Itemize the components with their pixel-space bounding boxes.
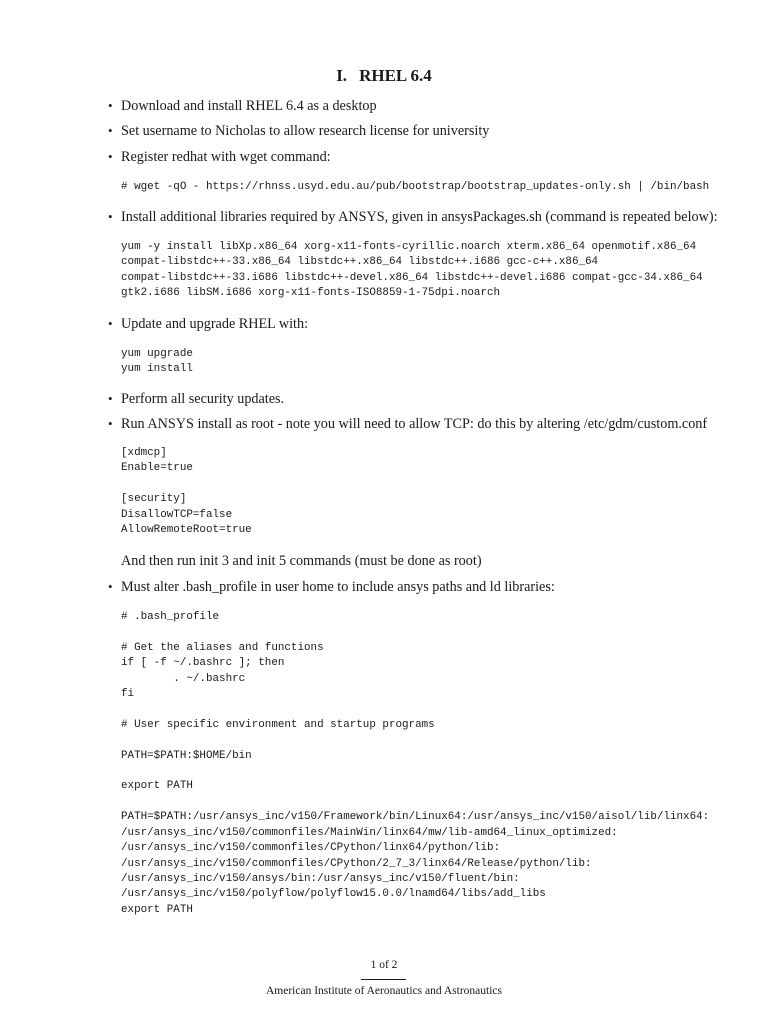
list-item-text: Install additional libraries required by ANSYS, given in ansysPackages.sh (command is repeated below): xyxy=(121,209,718,225)
footer-divider xyxy=(361,979,406,980)
section-number: I. xyxy=(336,66,348,85)
bash-profile-code: # .bash_profile # Get the aliases and functions if [ -f ~/.bashrc ]; then . ~/.bashrc fi # User specific environment and startup programs PATH=$PATH:$HOME/bin export PATH PATH=$PATH:/usr/ansys_inc/v150/Framework/bin/Linux64:/usr/ansys_inc/v150/aisol/lib/linx64: /usr/ansys_inc/v150/commonfiles/MainWin/linx64/mw/lib-amd64_linux_optimized: /usr/ansys_inc/v150/commonfiles/CPython/linx64/python/lib: /usr/ansys_inc/v150/commonfiles/CPython/2_7_3/linx64/Release/python/lib: /usr/ansys_inc/v150/ansys/bin:/usr/ansys_inc/v150/fluent/bin: /usr/ansys_inc/v150/polyflow/polyflow15.0.0/lnamd64/libs/add_libs export PATH xyxy=(121,611,710,916)
bullet-icon: • xyxy=(108,209,113,224)
list-item-text: Perform all security updates. xyxy=(121,391,285,407)
custom-conf-code: [xdmcp] Enable=true [security] DisallowTCP=false AllowRemoteRoot=true xyxy=(121,447,252,537)
bullet-icon: • xyxy=(108,98,113,113)
list-item-text: Download and install RHEL 6.4 as a desktop xyxy=(121,98,377,114)
section-heading xyxy=(0,66,768,86)
page-number: 1 of 2 xyxy=(370,959,398,971)
list-item-text: Must alter .bash_profile in user home to include ansys paths and ld libraries: xyxy=(121,579,555,595)
bullet-icon: • xyxy=(108,416,113,431)
bullet-icon: • xyxy=(108,316,113,331)
list-item-text: Set username to Nicholas to allow research license for university xyxy=(121,123,490,139)
section-title: RHEL 6.4 xyxy=(359,66,432,85)
init-note: And then run init 3 and init 5 commands (must be done as root) xyxy=(121,553,482,569)
list-item-text: Update and upgrade RHEL with: xyxy=(121,316,309,332)
bullet-icon: • xyxy=(108,579,113,594)
footer-organization: American Institute of Aeronautics and Astronautics xyxy=(265,985,502,997)
wget-command-code: # wget -qO - https://rhnss.usyd.edu.au/pub/bootstrap/bootstrap_updates-only.sh | /bin/bash xyxy=(121,181,710,193)
list-item-text: Register redhat with wget command: xyxy=(121,149,331,165)
bullet-icon: • xyxy=(108,391,113,406)
yum-upgrade-code: yum upgrade yum install xyxy=(121,348,193,376)
yum-install-code: yum -y install libXp.x86_64 xorg-x11-fonts-cyrillic.noarch xterm.x86_64 openmotif.x86_64 compat-libstdc++-33.x86_64 libstdc++.x86_64 libstdc++.i686 gcc-c++.x86_64 compat-libstdc++-33.i686 libstdc++-devel.x86_64 libstdc++-devel.i686 compat-gcc-34.x86_64 gtk2.i686 libSM.i686 xorg-x11-fonts-ISO8859-1-75dpi.noarch xyxy=(121,241,703,300)
list-item-text: Run ANSYS install as root - note you will need to allow TCP: do this by altering /etc/gdm/custom.conf xyxy=(121,416,708,432)
bullet-icon: • xyxy=(108,149,113,164)
bullet-icon: • xyxy=(108,123,113,138)
